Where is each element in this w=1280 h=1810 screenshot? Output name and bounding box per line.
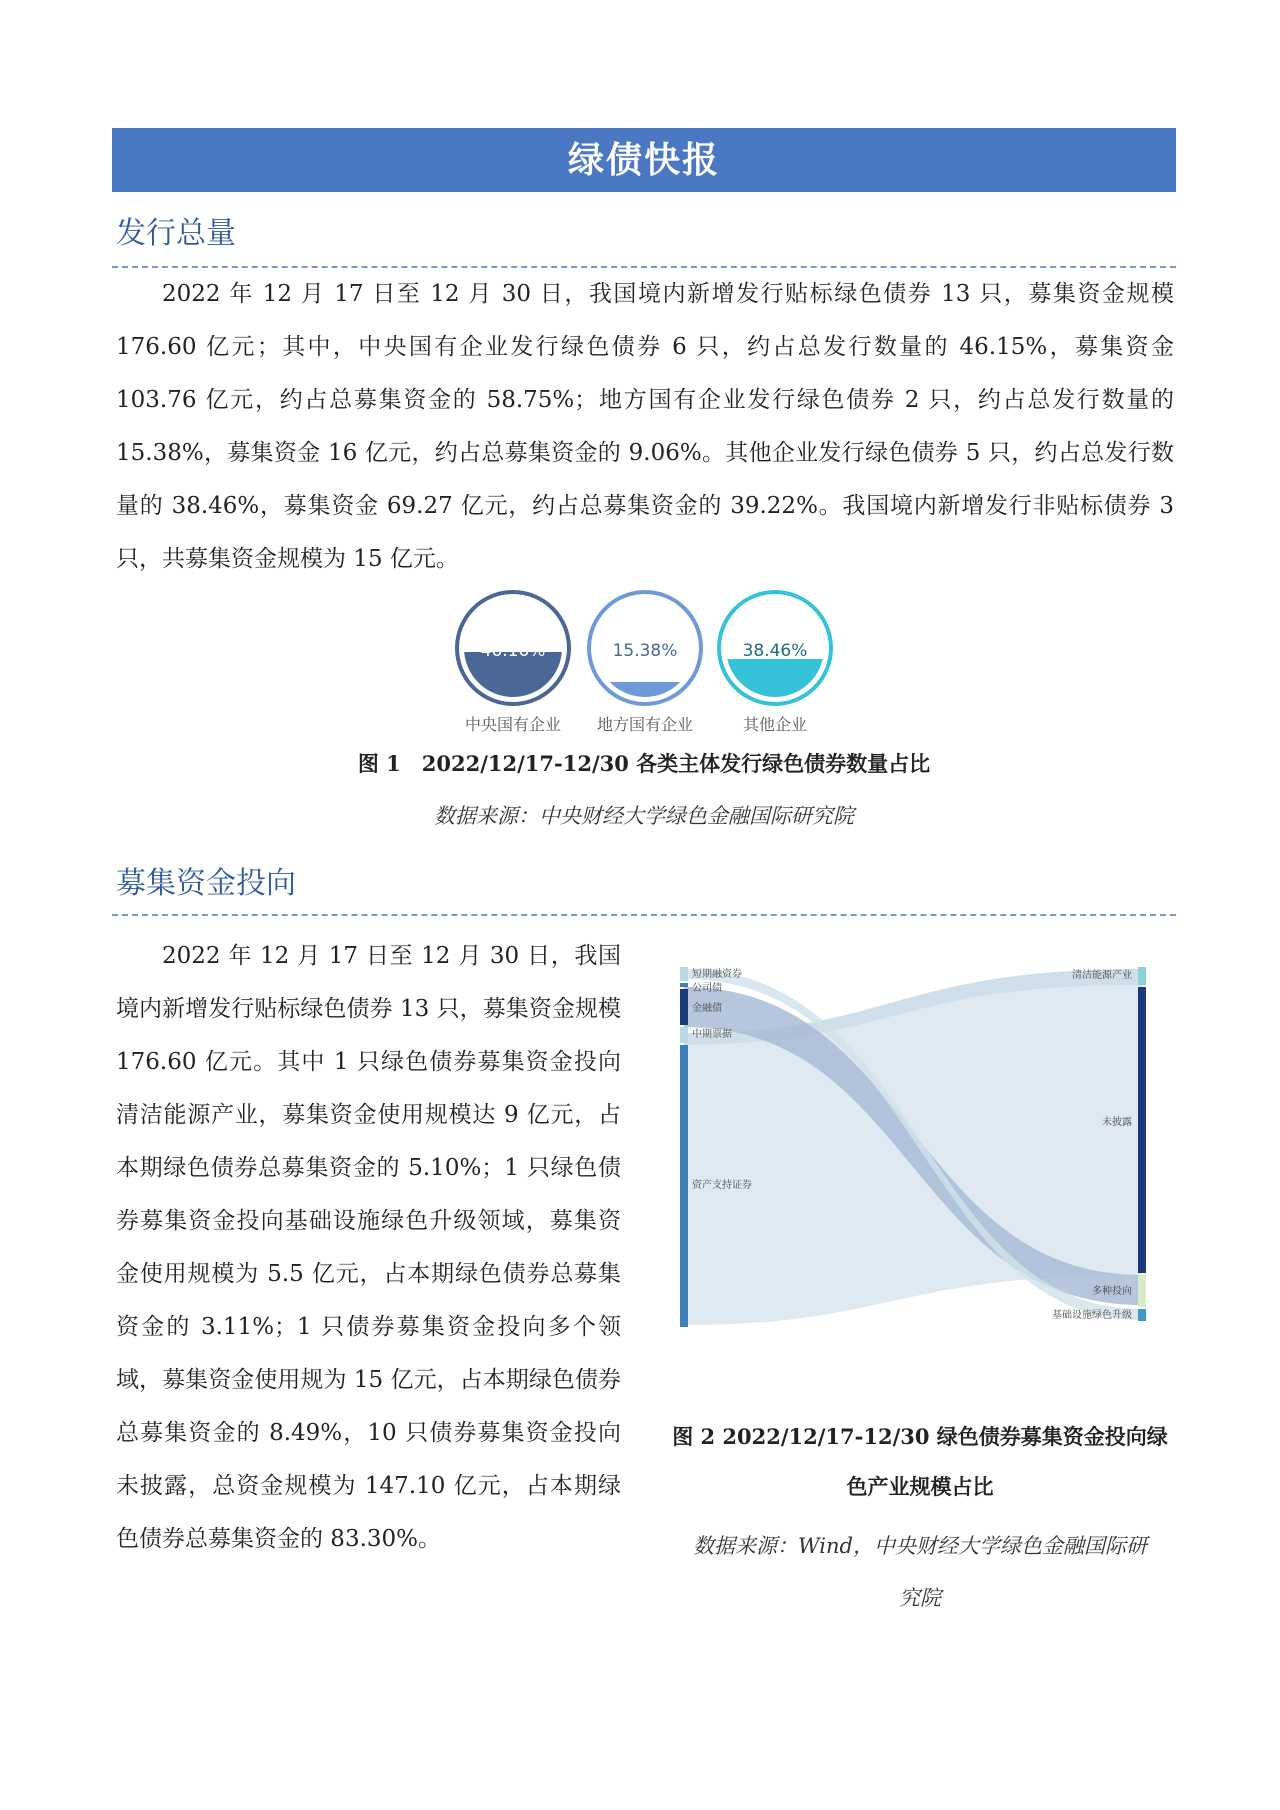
gauge-ring bbox=[455, 590, 571, 706]
gauge-ring bbox=[717, 590, 833, 706]
section-title-use-of-proceeds: 募集资金投向 bbox=[116, 866, 296, 901]
sankey-label-right: 多种投向 bbox=[1092, 1286, 1132, 1297]
figure2-caption-line: 图 2 2022/12/17-12/30 绿色债券募集资金投向绿 bbox=[672, 1424, 1168, 1449]
sankey-label-left: 中期票据 bbox=[692, 1029, 732, 1040]
sankey-node-corporate-bond bbox=[680, 983, 688, 987]
gauge-label: 地方国有企业 bbox=[596, 715, 693, 734]
figure2-source bbox=[660, 1520, 1180, 1624]
sankey-node-abs bbox=[680, 1045, 688, 1327]
gauge-local-soe bbox=[582, 590, 708, 735]
sankey-chart bbox=[672, 965, 1172, 1330]
use-of-proceeds-paragraph: 2022 年 12 月 17 日至 12 月 30 日，我国境内新增发行贴标绿色债券 13 只，募集资金规模 176.60 亿元。其中 1 只绿色债券募集资金投向清洁能源产业，募集资金使用规模达 9 亿元，占本期绿色债券总募集资金的 5.10%；1 只绿色债券募集资金投向基础设施绿色升级领域，募集资金使用规模为 5.5 亿元，占本期绿色债券总募集资金的 3.11%；1 只债券募集资金投向多个领域，募集资金使用规为 15 亿元，占本期绿色债券总募集资金的 8.49%，10 只债券募集资金投向未披露，总资金规模为 147.10 亿元，占本期绿色债券总募集资金的 83.30%。 bbox=[116, 943, 621, 1552]
sankey-label-left: 资产支持证券 bbox=[692, 1180, 752, 1191]
section-divider bbox=[112, 914, 1176, 916]
gauge-other-enterprises bbox=[712, 590, 838, 735]
sankey-node-mtn bbox=[680, 1027, 688, 1043]
sankey-node-financial-bond bbox=[680, 989, 688, 1025]
gauge-label: 其他企业 bbox=[742, 715, 807, 734]
sankey-node-clean-energy bbox=[1138, 967, 1146, 985]
gauge-central-soe bbox=[450, 590, 576, 735]
figure1-caption: 图 1 2022/12/17-12/30 各类主体发行绿色债券数量占比 bbox=[357, 751, 931, 776]
page-banner: 绿债快报 bbox=[112, 128, 1176, 192]
gauge-percentage: 46.16% bbox=[480, 641, 546, 661]
sankey-label-left: 短期融资券 bbox=[692, 969, 742, 980]
gauge-percentage: 38.46% bbox=[742, 641, 808, 661]
sankey-label-left: 金融债 bbox=[692, 1003, 722, 1014]
figure2-source-line: 数据来源：Wind，中央财经大学绿色金融国际研 bbox=[693, 1534, 1147, 1558]
gauge-percentage: 15.38% bbox=[612, 641, 678, 661]
sankey-node-infra bbox=[1138, 1309, 1146, 1321]
sankey-node-undisclosed bbox=[1138, 987, 1146, 1273]
figure1-source: 数据来源：中央财经大学绿色金融国际研究院 bbox=[434, 804, 854, 828]
issuance-paragraph: 2022 年 12 月 17 日至 12 月 30 日，我国境内新增发行贴标绿色债券 13 只，募集资金规模 176.60 亿元；其中，中央国有企业发行绿色债券 6 只，约占总发行数量的 46.15%，募集资金 103.76 亿元，约占总募集资金的 58.75%；地方国有企业发行绿色债券 2 只，约占总发行数量的 15.38%，募集资金 16 亿元，约占总募集资金的 9.06%。其他企业发行绿色债券 5 只，约占总发行数量的 38.46%，募集资金 69.27 亿元，约占总募集资金的 39.22%。我国境内新增发行非贴标债券 3 只，共募集资金规模为 15 亿元。 bbox=[116, 281, 1174, 572]
sankey-label-right: 基础设施绿色升级 bbox=[1052, 1310, 1132, 1321]
sankey-label-right: 未披露 bbox=[1102, 1117, 1132, 1128]
gauge-fill bbox=[726, 659, 824, 697]
gauge-fill bbox=[596, 682, 694, 697]
section-title-issuance: 发行总量 bbox=[116, 216, 236, 251]
figure2-caption bbox=[660, 1412, 1180, 1512]
gauge-ring bbox=[587, 590, 703, 706]
sankey-node-multi bbox=[1138, 1275, 1146, 1307]
figure2-caption-line: 色产业规模占比 bbox=[846, 1474, 994, 1499]
gauge-label: 中央国有企业 bbox=[464, 715, 561, 734]
sankey-node-short-term bbox=[680, 967, 688, 981]
liquid-gauge-group bbox=[440, 590, 860, 740]
sankey-label-left: 公司债 bbox=[692, 983, 722, 994]
figure2-source-line: 究院 bbox=[899, 1586, 941, 1610]
sankey-label-right: 清洁能源产业 bbox=[1072, 970, 1132, 981]
